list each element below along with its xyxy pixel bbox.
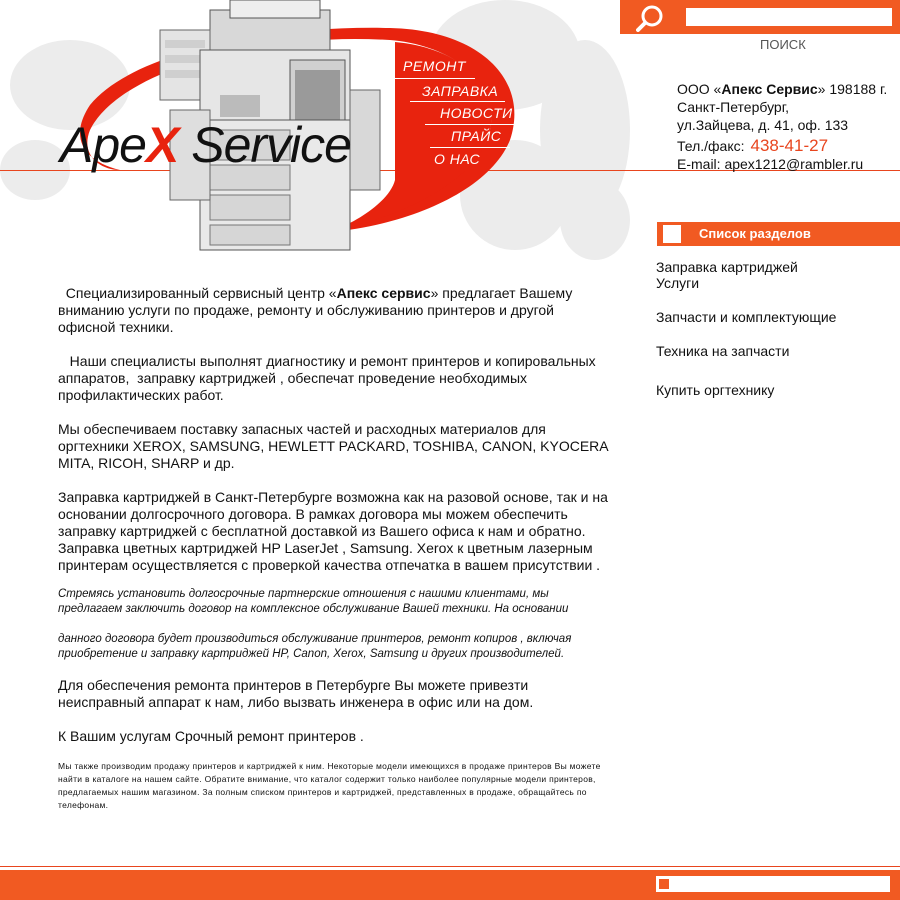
logo-text-part2: Service xyxy=(178,117,351,173)
nav-divider xyxy=(395,78,475,79)
paragraph-contract-b: данного договора будет производиться обслуживание принтеров, ремонт копиров , включая приобретение и заправку картриджей HP, Canon, Xerox, Samsung и других производителей. xyxy=(58,633,572,660)
address: ул.Зайцева, д. 41, оф. 133 xyxy=(677,117,849,133)
footer-box xyxy=(656,876,890,892)
search-label: ПОИСК xyxy=(760,37,806,52)
nav-item-price[interactable]: ПРАЙС xyxy=(451,128,502,144)
logo-text-x: X xyxy=(145,117,179,173)
nav-divider xyxy=(410,101,505,102)
sections-header-title: Список разделов xyxy=(699,226,811,241)
contact-info xyxy=(677,80,887,173)
paragraph-intro: Специализированный сервисный центр «Апекс сервис» предлагает Вашему вниманию услуги по продаже, ремонту и обслуживанию принтеров и другой офисной техники. xyxy=(58,285,577,335)
company-line: ООО «Апекс Сервис» 198188 г. xyxy=(677,81,888,97)
search-input[interactable] xyxy=(686,8,892,26)
nav-item-about[interactable]: О НАС xyxy=(434,151,481,167)
logo-text-part1: Ape xyxy=(60,117,146,173)
city: Санкт-Петербург, xyxy=(677,99,789,115)
sections-header xyxy=(657,222,900,246)
sections-header-square-icon xyxy=(663,225,681,243)
email-link[interactable]: apex1212@rambler.ru xyxy=(724,156,864,172)
nav-divider xyxy=(425,124,515,125)
paragraph-repair: Для обеспечения ремонта принтеров в Петербурге Вы можете привезти неисправный аппарат к нам, либо вызвать инженера в офис или на дом. xyxy=(58,677,534,710)
email-line: E-mail: apex1212@rambler.ru xyxy=(677,156,864,172)
footer-rule xyxy=(0,866,900,867)
footer-square-icon xyxy=(659,879,669,889)
paragraph-supply: Мы обеспечиваем поставку запасных частей и расходных материалов для оргтехники XEROX, SAMSUNG, HEWLETT PACKARD, TOSHIBA, CANON, KYOCERA MITA, RICOH, SHARP и др. xyxy=(58,421,608,471)
company-logo[interactable] xyxy=(60,116,351,174)
main-content xyxy=(58,285,608,812)
search-icon[interactable] xyxy=(636,4,664,32)
paragraph-specialists: Наши специалисты выполнят диагностику и ремонт принтеров и копировальных аппаратов, заправку картриджей , обеспечат проведение необходимых профилактических работ. xyxy=(58,353,600,403)
paragraph-urgent: К Вашим услугам Срочный ремонт принтеров . xyxy=(58,728,364,744)
nav-divider xyxy=(430,147,510,148)
sidebar-link-cartridge-refill[interactable]: Заправка картриджей Услуги xyxy=(656,259,798,291)
phone-line: Тел./факс: 438-41-27 xyxy=(677,136,829,155)
sidebar-link-equipment-for-parts[interactable]: Техника на запчасти xyxy=(656,343,790,359)
paragraph-sales: Мы также производим продажу принтеров и картриджей к ним. Некоторые модели имеющихся в продаже принтеров Вы можете найти в каталоге на нашем сайте. Обратите внимание, что каталог содержит только наиболее популярные модели принтеров, предлагаемых нашим магазином. За полным списком принтеров и картриджей, представленных в продаже, обращайтесь по телефонам. xyxy=(58,761,601,810)
sidebar-link-buy-equipment[interactable]: Купить оргтехнику xyxy=(656,382,775,398)
sidebar-link-parts[interactable]: Запчасти и комплектующие xyxy=(656,309,837,325)
nav-item-repair[interactable]: РЕМОНТ xyxy=(403,58,466,74)
nav-item-refill[interactable]: ЗАПРАВКА xyxy=(422,83,499,99)
phone-number: 438-41-27 xyxy=(750,136,829,155)
paragraph-contract-a: Стремясь установить долгосрочные партнерские отношения с нашими клиентами, мы предлагаем заключить договор на комплексное обслуживание Вашей техники. На основании xyxy=(58,588,569,615)
company-name: Апекс Сервис xyxy=(721,81,818,97)
paragraph-refill: Заправка картриджей в Санкт-Петербурге возможна как на разовой основе, так и на основании долгосрочного договора. В рамках договора мы можем обеспечить заправку картриджей с бесплатной доставкой из Вашего офиса к нам и обратно. Заправка цветных картриджей HP LaserJet , Samsung. Xerox к цветным лазерным принтерам осуществляется с проверкой качества отпечатка в вашем присутствии . xyxy=(58,489,608,573)
nav-item-news[interactable]: НОВОСТИ xyxy=(440,105,513,121)
